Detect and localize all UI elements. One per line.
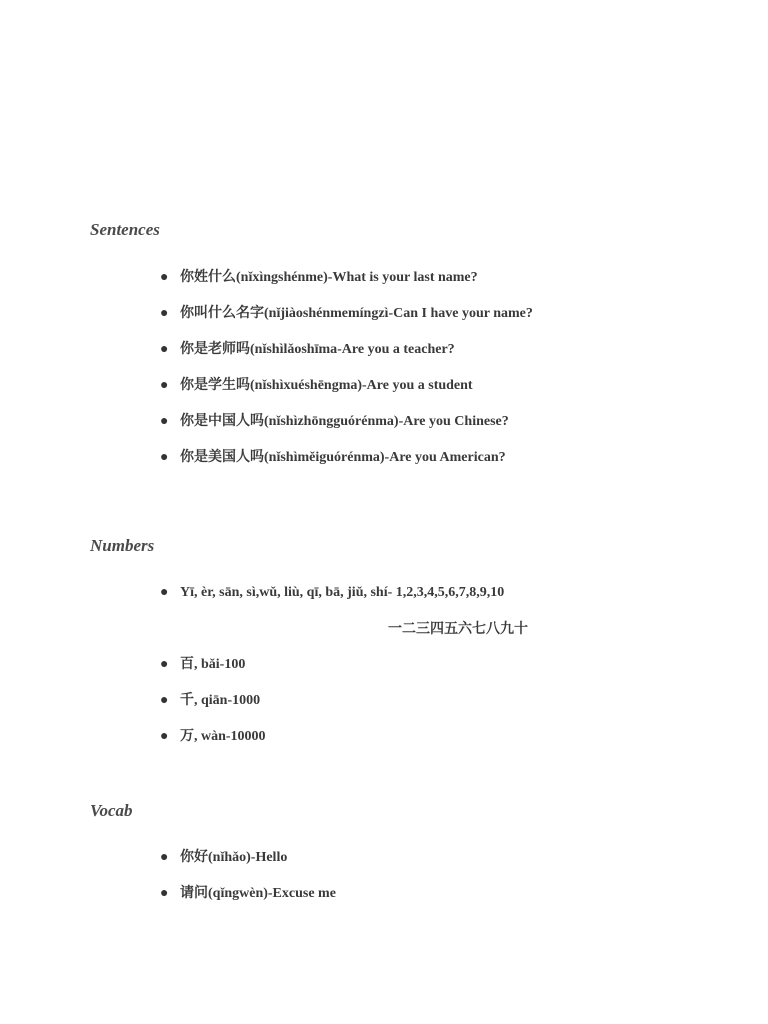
- number-text: 百, bǎi-100: [180, 657, 246, 672]
- bullet-icon: ●: [160, 850, 169, 865]
- bullet-icon: ●: [160, 306, 169, 321]
- sentence-text: 你是学生吗(nǐshìxuéshēngma)-Are you a student: [180, 378, 473, 393]
- vocab-text: 你好(nǐhǎo)-Hello: [180, 850, 288, 865]
- numbers-pinyin-text: Yī, èr, sān, sì,wǔ, liù, qī, bā, jiǔ, shí- 1,2,3,4,5,6,7,8,9,10: [180, 585, 505, 600]
- sentences-heading: Sentences: [90, 220, 160, 239]
- bullet-icon: ●: [160, 886, 169, 901]
- sentence-text: 你是中国人吗(nǐshìzhōngguórénma)-Are you Chinese?: [180, 414, 509, 429]
- bullet-icon: ●: [160, 342, 169, 357]
- bullet-icon: ●: [160, 270, 169, 285]
- bullet-icon: ●: [160, 378, 169, 393]
- bullet-icon: ●: [160, 450, 169, 465]
- bullet-icon: ●: [160, 693, 169, 708]
- sentence-text: 你姓什么(nǐxìngshénme)-What is your last name?: [180, 270, 478, 285]
- sentence-text: 你是老师吗(nǐshìlǎoshīma-Are you a teacher?: [180, 342, 455, 357]
- vocab-text: 请问(qǐngwèn)-Excuse me: [180, 886, 336, 901]
- bullet-icon: ●: [160, 657, 169, 672]
- numbers-heading: Numbers: [90, 536, 155, 555]
- numbers-characters-line: 一二三四五六七八九十: [388, 621, 528, 637]
- bullet-icon: ●: [160, 414, 169, 429]
- number-text: 万, wàn-10000: [180, 729, 266, 744]
- sentence-text: 你叫什么名字(nǐjiàoshénmemíngzì-Can I have your name?: [180, 306, 533, 321]
- sentence-text: 你是美国人吗(nǐshìměiguórénma)-Are you American?: [180, 450, 506, 465]
- vocab-heading: Vocab: [90, 801, 133, 820]
- bullet-icon: ●: [160, 585, 169, 600]
- bullet-icon: ●: [160, 729, 169, 744]
- number-text: 千, qiān-1000: [180, 693, 261, 708]
